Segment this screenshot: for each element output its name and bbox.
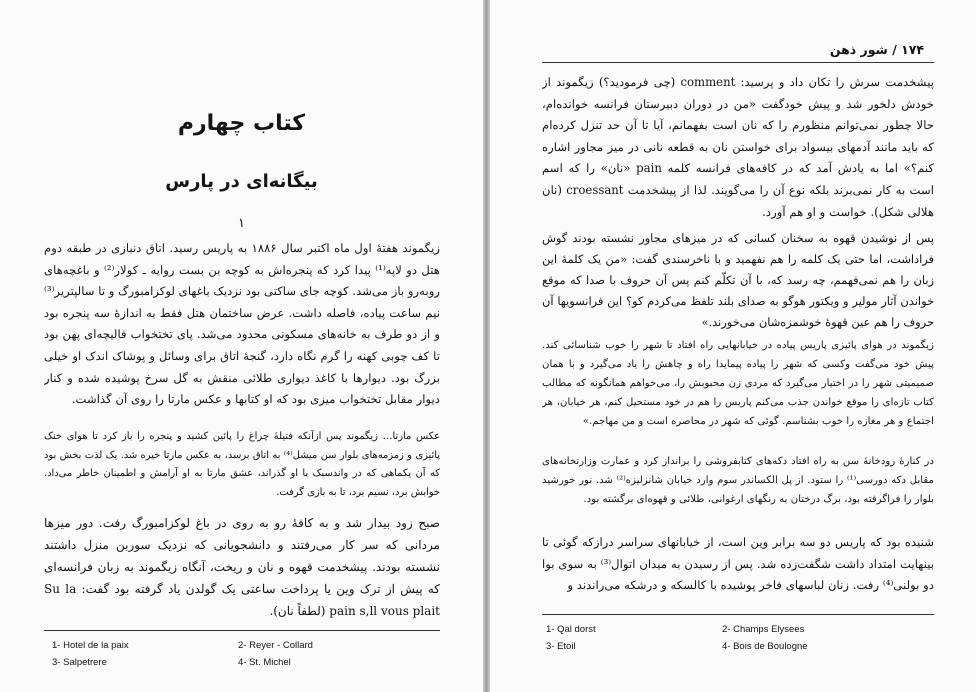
footnote: 4- Bois de Boulogne: [722, 641, 808, 652]
footnote-divider: [44, 630, 440, 631]
paragraph: شنیده بود که پاریس دو سه برابر وین است، از خیابانهای سراسر درازکه گوئی تا بینهایت امتداد داشت شگفت‌زده شد. پس از رسیدن به میدان اتوال⁽³⁾ به سوی بوا دو بولنی⁽⁴⁾ رفت. زنان لباسهای فاخر پوشیده با کالسکه و درشکه می‌راندند و: [542, 535, 934, 593]
footnote: 1- Qal dorst: [546, 624, 596, 635]
footnote: 3- Etoil: [546, 641, 576, 652]
paragraph: پیشخدمت سرش را تکان داد و پرسید: comment (چی فرمودید؟) زیگموند از خودش دلخور شد و پیش خودگفت «من در دوران دبیرستان فرانسه خوانده‌ام، حالا چطور نمی‌توانم منظورم را که نان است بفهمانم، آیا تا آن حد تنزل کرده‌ام که باید مانند آدمهای بیسواد برای خواستن نان به قطعه نانی در میز مجاور اشاره کنم؟» اما به یادش آمد که در کافه‌های فرانسه کلمه pain «نان» را که اسم است به کار نمی‌برند بلکه نوع آن را می‌گویند. لذا از پیشخدمت croessant (نان هلالی شکل). خواست و او هم آورد.: [542, 75, 934, 219]
right-page: [490, 0, 976, 692]
chapter-title: کتاب چهارم: [177, 111, 306, 136]
footnote: 1- Hotel de la paix: [52, 640, 129, 651]
paragraph: زیگموند هفتهٔ اول ماه اکتبر سال ۱۸۸۶ به پاریس رسید. اتاق دنبازی در طبقه دوم هتل دو لاپه⁽¹⁾ پیدا کرد که پنجره‌اش به کوچه بن بست روایه ـ کولار⁽²⁾ و باغچه‌های روبه‌رو باز می‌شد. کوچه جای ساکتی بود نزدیک باغهای لوکزامبورگ و تا سالپتریر⁽³⁾ نیم ساعت پیاده، فاصله داشت. عرض ساختمان هتل فقط به اندازهٔ سه پنجره بود و از دو طرف به خانه‌های مسکونی محدود می‌شد. پای تختخواب فالیچه‌ای پهن بود تا کف چوبی کهنه را گرم نگاه دارد، گنجهٔ اتاق برای وسائل و پوشاک اندک او خیلی بزرگ بود. دیوارها با کاغذ دیواری طلائی منقش به گل سرخ پوشیده شده و کنار دیوار مقابل تختخواب میزی بود که او کتابها و عکس مارتا را روی آن گذاشت.: [44, 241, 440, 407]
paragraph: در کنارهٔ رودخانهٔ سن به راه افتاد دکه‌های کتابفروشی را برانداز کرد و عمارت وزارتخانه‌های مقابل دکه دورسی⁽¹⁾ را ستود. از پل الکساندر سوم وارد خیابان شانزلیزه⁽²⁾ شد. نور خورشید بلوار را فراگرفته بود، برگ درختان به رنگهای ارغوانی، طلائی و قهوه‌ای برگشته بود.: [542, 456, 934, 506]
header-divider: [542, 62, 934, 63]
section-title: بیگانه‌ای در پارس: [165, 171, 318, 192]
left-page: [0, 0, 483, 692]
book-gutter: [483, 0, 490, 692]
section-number: ۱: [238, 216, 245, 231]
paragraph: صبح زود بیدار شد و به کافهٔ رو به روی در باغ لوکزامبورگ رفت. دور میزها مردانی که سر کار می‌رفتند و دانشجویانی که نزدیک سوربن منزل داشتند نشسته بودند. پیشخدمت قهوه و نان و ریخت، آنگاه زیگموند به زبان فرانسه‌ای که پیش از ترک وین یا پرداخت ساعتی یک گولدن یاد گرفته بود گفت: Su la pain s,ll vous plait (لطفاً نان).: [44, 516, 440, 619]
footnote: 2- Reyer - Collard: [238, 640, 313, 651]
footnote: 2- Champs Elysees: [722, 624, 805, 635]
paragraph: عکس مارتا… زیگموند پس ازآنکه فتیلهٔ چراغ را پائین کشید و پنجره را باز کرد تا هوای خنک پائیزی و زمزمه‌های بلوار سن میشل⁽⁴⁾ به اتاق برسد، به عکس مارتا خیره شد. یک لذت بخش بود که آن یکماهی که در واندسبک با او گذراند، عشق مارتا به او آرامش و اطمینان خاطر می‌داد. خوابش برد، نسیم برد، تا به بازی گرفت.: [44, 431, 440, 498]
footnote: 4- St. Michel: [238, 657, 291, 668]
running-head: ۱۷۴ / شور ذهن: [829, 42, 924, 57]
paragraph: زیگموند در هوای پائیزی پاریس پیاده در خیابانهایی راه افتاد تا شهر را خوب شناسائی کند. پیش خود می‌گفت وکسی که شهر را پیاده پیمایدا راه و چاهش را یاد می‌گیرد و با همان صمیمیتی شهر را در اختیار می‌گیرد که مردی زن محبوبش را، می‌خواهم همانگونه که مطالب کتاب تازه‌ای را موقع خواندن جذب می‌کنم پاریس را هم در خود مستحیل کنم، هر خیابان، هر اجتماع و هر مغازه را خوب بشناسم. گوئی که شهر در محاصره است و من مهاجم.»: [542, 340, 934, 428]
footnote-divider: [542, 614, 934, 615]
paragraph: پس از نوشیدن قهوه به سخنان کسانی که در میزهای مجاور نشسته بودند گوش فراداشت، اما حتی یک کلمه را هم نفهمید و با ناخرسندی گفت: «من یک کلمهٔ این زبان را هم نمی‌فهمم، چه رسد که، با آن تکلّم کنم پس آن حروف با صدا که موقع خواندن آثار مولیر و ویکتور هوگو به صدای بلند تلفظ می‌کردم کو؟ این فرانسویها آن حروف را هم عین قهوهٔ خوشمزه‌شان می‌خورند.»: [542, 231, 934, 330]
footnote: 3- Salpetrere: [52, 657, 107, 668]
